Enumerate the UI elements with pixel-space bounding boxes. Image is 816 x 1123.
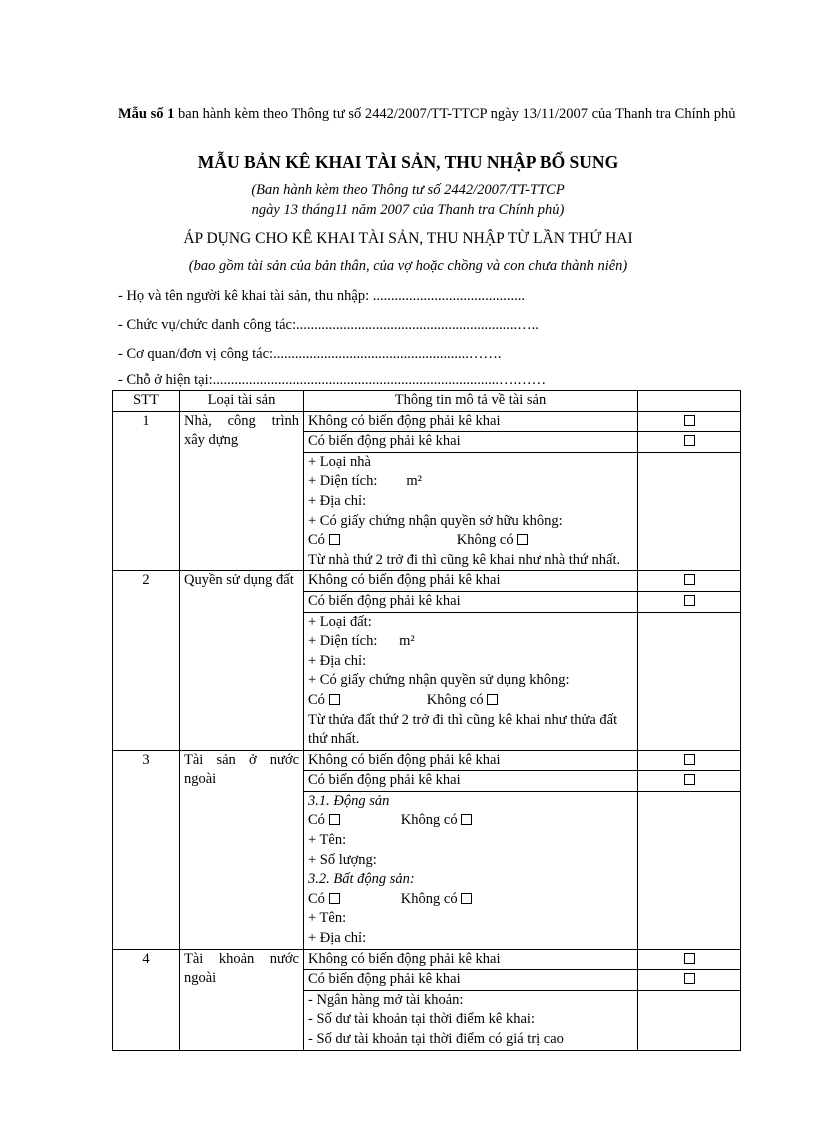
yes-label: Có xyxy=(308,691,325,708)
has-change-label: Có biến động phải kê khai xyxy=(304,970,638,991)
no-change-checkbox[interactable] xyxy=(638,949,741,970)
yes-checkbox[interactable] xyxy=(329,694,340,705)
row-asset-type: Nhà, công trình xây dựng xyxy=(180,411,304,571)
header-asset-type: Loại tài sản xyxy=(180,391,304,412)
checkbox-icon xyxy=(684,973,695,984)
table-row xyxy=(113,571,741,592)
no-change-checkbox[interactable] xyxy=(638,571,741,592)
checkbox-icon xyxy=(684,574,695,585)
row-stt: 1 xyxy=(113,411,180,571)
asset-table xyxy=(112,390,741,1051)
field-agency: - Cơ quan/đơn vị công tác:......................................................……. xyxy=(118,346,502,362)
subtitle-line-2: ngày 13 tháng11 năm 2007 của Thanh tra Chính phủ) xyxy=(251,202,565,218)
form-header xyxy=(118,104,746,124)
yes-label: Có xyxy=(308,532,325,549)
no-change-label: Không có biến động phải kê khai xyxy=(304,411,638,432)
row-stt: 3 xyxy=(113,750,180,949)
note-line: Từ nhà thứ 2 trở đi thì cũng kê khai như nhà thứ nhất. xyxy=(308,551,621,568)
field-position: - Chức vụ/chức danh công tác:.............................................................….. xyxy=(118,317,539,333)
detail-line: + Số lượng: xyxy=(308,851,377,868)
empty-cell xyxy=(638,612,741,750)
field-residence: - Chỗ ở hiện tại:...............................................................................….…… xyxy=(118,372,547,388)
no-change-label: Không có biến động phải kê khai xyxy=(304,571,638,592)
detail-line: + Có giấy chứng nhận quyền sử dụng không: xyxy=(308,672,570,689)
detail-line: + Có giấy chứng nhận quyền sở hữu không: xyxy=(308,512,563,529)
yes-no-line xyxy=(308,811,633,831)
has-change-label: Có biến động phải kê khai xyxy=(304,771,638,792)
subtitle-line-1: (Ban hành kèm theo Thông tư số 2442/2007/TT-TTCP xyxy=(251,182,565,198)
sub-heading: 3.1. Động sản xyxy=(308,792,390,809)
detail-line: + Diện tích: m² xyxy=(308,473,423,490)
has-change-checkbox[interactable] xyxy=(638,771,741,792)
no-label: Không có xyxy=(456,532,514,549)
header-asset-info: Thông tin mô tả về tài sản xyxy=(304,391,638,412)
no-checkbox[interactable] xyxy=(517,534,528,545)
no-change-label: Không có biến động phải kê khai xyxy=(304,949,638,970)
yes-checkbox[interactable] xyxy=(329,534,340,545)
table-row xyxy=(113,750,741,771)
field-full-name: - Họ và tên người kê khai tài sản, thu nhập: .......................................... xyxy=(118,288,525,304)
no-label: Không có xyxy=(426,691,484,708)
document-subtitle xyxy=(0,180,816,220)
detail-line: + Diện tích: m² xyxy=(308,633,415,650)
yes-checkbox[interactable] xyxy=(329,814,340,825)
has-change-label: Có biến động phải kê khai xyxy=(304,591,638,612)
yes-no-line xyxy=(308,531,633,551)
no-label: Không có xyxy=(400,812,458,829)
row-stt: 2 xyxy=(113,571,180,750)
detail-line: - Ngân hàng mở tài khoản: xyxy=(308,991,464,1008)
asset-details xyxy=(304,452,638,571)
no-change-label: Không có biến động phải kê khai xyxy=(304,750,638,771)
checkbox-icon xyxy=(684,774,695,785)
no-change-checkbox[interactable] xyxy=(638,411,741,432)
detail-line: + Loại nhà xyxy=(308,453,371,470)
no-checkbox[interactable] xyxy=(487,694,498,705)
no-checkbox[interactable] xyxy=(461,814,472,825)
header-check xyxy=(638,391,741,412)
apply-heading: ÁP DỤNG CHO KÊ KHAI TÀI SẢN, THU NHẬP TỪ LẦN THỨ HAI xyxy=(183,230,633,247)
yes-checkbox[interactable] xyxy=(329,893,340,904)
yes-no-line xyxy=(308,890,633,910)
empty-cell xyxy=(638,990,741,1050)
no-checkbox[interactable] xyxy=(461,893,472,904)
form-text: ban hành kèm theo Thông tư số 2442/2007/TT-TTCP ngày 13/11/2007 của Thanh tra Chính phủ xyxy=(178,106,736,122)
asset-details xyxy=(304,990,638,1050)
detail-line: + Tên: xyxy=(308,832,347,849)
checkbox-icon xyxy=(684,595,695,606)
detail-line: + Loại đất: xyxy=(308,613,372,630)
table-header-row xyxy=(113,391,741,412)
yes-no-line xyxy=(308,691,633,711)
has-change-checkbox[interactable] xyxy=(638,591,741,612)
row-stt: 4 xyxy=(113,949,180,1050)
detail-line: + Tên: xyxy=(308,910,347,927)
sub-heading: 3.2. Bất động sản: xyxy=(308,871,415,888)
yes-label: Có xyxy=(308,890,325,907)
yes-label: Có xyxy=(308,812,325,829)
checkbox-icon xyxy=(684,754,695,765)
has-change-label: Có biến động phải kê khai xyxy=(304,432,638,453)
header-stt: STT xyxy=(113,391,180,412)
has-change-checkbox[interactable] xyxy=(638,432,741,453)
row-asset-type: Tài khoản nước ngoài xyxy=(180,949,304,1050)
detail-line: - Số dư tài khoản tại thời điểm kê khai: xyxy=(308,1011,535,1028)
form-label: Mẫu số 1 xyxy=(118,106,175,122)
document-title: MẪU BẢN KÊ KHAI TÀI SẢN, THU NHẬP BỔ SUNG xyxy=(197,152,619,172)
asset-details xyxy=(304,612,638,750)
table-row xyxy=(113,949,741,970)
checkbox-icon xyxy=(684,953,695,964)
row-asset-type: Tài sản ở nước ngoài xyxy=(180,750,304,949)
checkbox-icon xyxy=(684,435,695,446)
scope-note: (bao gồm tài sản của bản thân, của vợ hoặc chồng và con chưa thành niên) xyxy=(188,258,628,274)
has-change-checkbox[interactable] xyxy=(638,970,741,991)
empty-cell xyxy=(638,452,741,571)
table-row xyxy=(113,411,741,432)
detail-line: + Địa chỉ: xyxy=(308,930,367,947)
detail-line: + Địa chỉ: xyxy=(308,492,367,509)
note-line: Từ thửa đất thứ 2 trở đi thì cũng kê khai như thửa đất thứ nhất. xyxy=(308,711,618,748)
no-label: Không có xyxy=(400,890,458,907)
detail-line: + Địa chỉ: xyxy=(308,652,367,669)
checkbox-icon xyxy=(684,415,695,426)
asset-details xyxy=(304,791,638,949)
no-change-checkbox[interactable] xyxy=(638,750,741,771)
empty-cell xyxy=(638,791,741,949)
detail-line: - Số dư tài khoản tại thời điểm có giá trị cao xyxy=(308,1031,564,1047)
row-asset-type: Quyền sử dụng đất xyxy=(180,571,304,750)
